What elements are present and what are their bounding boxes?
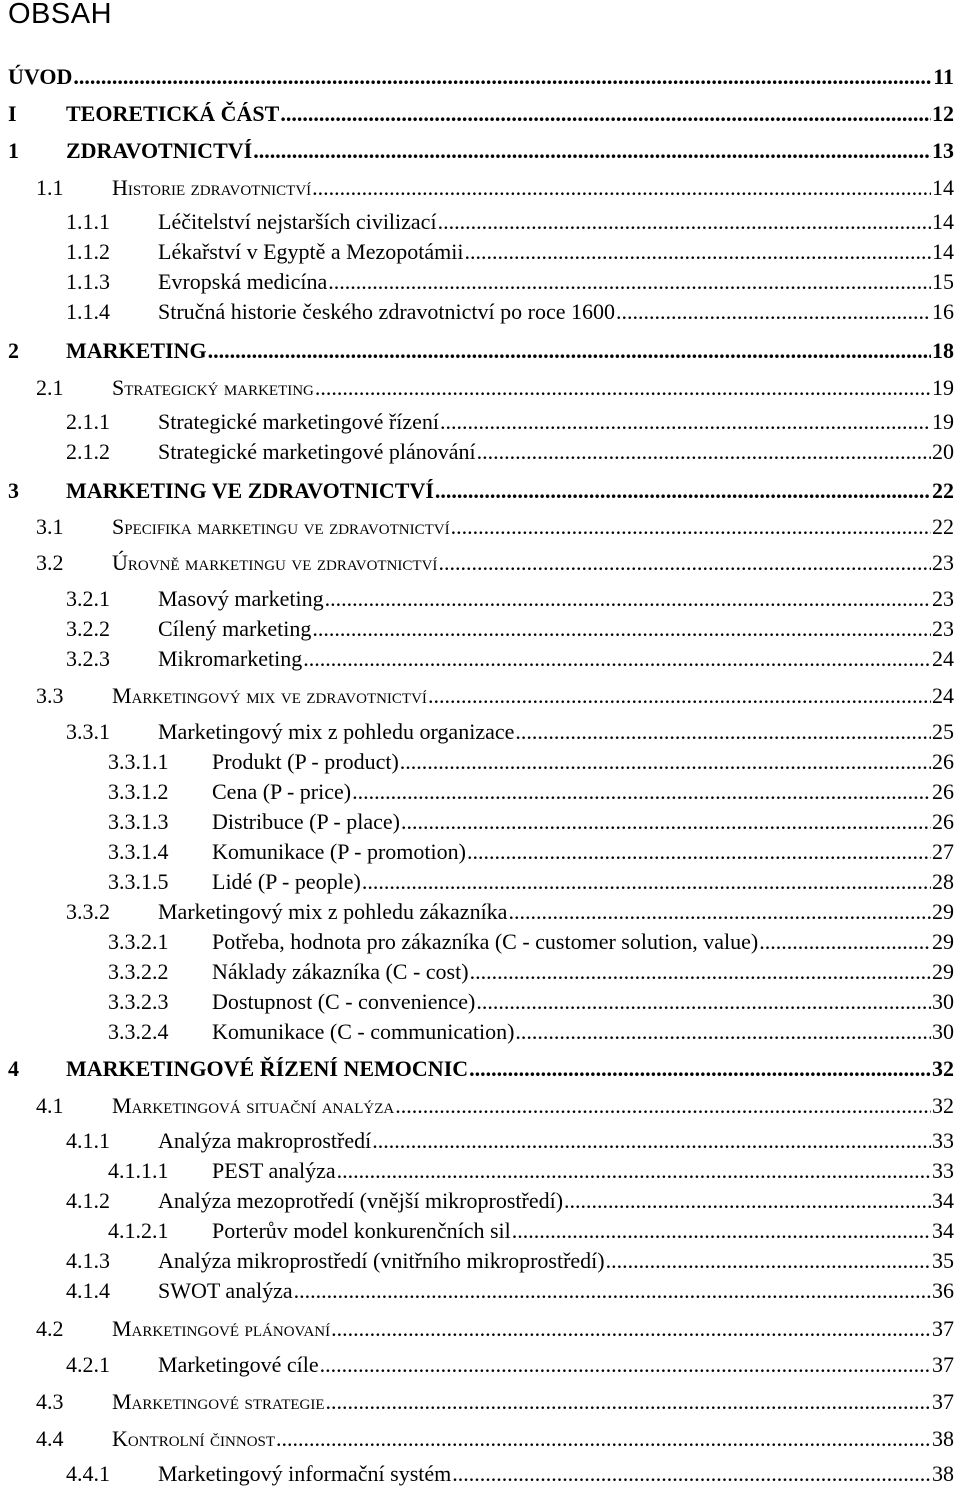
toc-entry-title: Specifika marketingu ve zdravotnictví (112, 514, 450, 539)
toc-entry-title: Analýza mikroprostředí (vnitřního mikroprostředí) (158, 1248, 605, 1273)
toc-entry-number: 3.3 (36, 683, 64, 708)
toc-entry[interactable] (108, 1019, 954, 1045)
toc-entry[interactable] (36, 1316, 954, 1342)
toc-entry-number: 3.3.1.4 (108, 839, 169, 864)
toc-entry[interactable] (66, 299, 954, 325)
toc-entry-page: 23 (932, 586, 954, 611)
toc-entry-page: 23 (932, 550, 954, 575)
dot-leader (451, 514, 931, 540)
toc-entry-number: 3.3.2.2 (108, 959, 169, 984)
toc-entry-number: 3.3.1.5 (108, 869, 169, 894)
dot-leader (326, 1389, 931, 1415)
dot-leader (469, 1056, 931, 1082)
toc-entry[interactable] (66, 409, 954, 435)
toc-entry-number: 3.3.2.4 (108, 1019, 169, 1044)
toc-entry-title: Marketingové plánovaní (112, 1316, 331, 1341)
toc-entry-page: 34 (932, 1218, 954, 1243)
dot-leader (253, 138, 931, 164)
toc-entry-page: 12 (932, 101, 954, 126)
toc-entry[interactable] (66, 209, 954, 235)
toc-entry[interactable] (66, 719, 954, 745)
toc-entry-number: 4.1 (36, 1093, 64, 1118)
dot-leader (428, 683, 931, 709)
toc-entry-title: Marketingové cíle (158, 1352, 319, 1377)
toc-entry-title: Cena (P - price) (212, 779, 352, 804)
toc-entry[interactable] (36, 1389, 954, 1415)
toc-entry-number: 4.1.4 (66, 1278, 110, 1303)
toc-entry-page: 29 (932, 899, 954, 924)
dot-leader (315, 375, 931, 401)
toc-entry-page: 25 (932, 719, 954, 744)
dot-leader (73, 64, 932, 90)
toc-entry-page: 34 (932, 1188, 954, 1213)
toc-entry-number: 4 (8, 1056, 19, 1081)
toc-entry-number: 3.3.1.1 (108, 749, 169, 774)
toc-entry-title: MARKETINGOVÉ ŘÍZENÍ NEMOCNIC (66, 1056, 469, 1081)
toc-entry[interactable] (66, 1461, 954, 1487)
toc-entry[interactable] (66, 616, 954, 642)
toc-entry-number: 3.2 (36, 550, 64, 575)
toc-entry-number: 4.4 (36, 1426, 64, 1451)
toc-entry-title: Marketingový mix z pohledu zákazníka (158, 899, 508, 924)
toc-entry[interactable] (36, 1426, 954, 1452)
toc-entry-number: 2 (8, 338, 19, 363)
dot-leader (440, 409, 931, 435)
toc-entry[interactable] (8, 101, 954, 127)
toc-entry-number: 4.1.1 (66, 1128, 110, 1153)
toc-entry-title: Marketingové strategie (112, 1389, 325, 1414)
toc-entry-title: Strategické marketingové plánování (158, 439, 476, 464)
toc-entry[interactable] (66, 1352, 954, 1378)
dot-leader (303, 646, 931, 672)
toc-entry-number: 1.1 (36, 175, 64, 200)
toc-entry-number: 3.2.2 (66, 616, 110, 641)
toc-entry[interactable] (8, 138, 954, 164)
toc-entry-number: 3.3.1.3 (108, 809, 169, 834)
toc-entry-title: Distribuce (P - place) (212, 809, 400, 834)
toc-entry[interactable] (66, 899, 954, 925)
dot-leader (515, 719, 931, 745)
toc-entry[interactable] (66, 269, 954, 295)
toc-entry-number: 3.1 (36, 514, 64, 539)
toc-entry-title: ÚVOD (8, 64, 73, 89)
dot-leader (337, 1158, 931, 1184)
dot-leader (400, 749, 931, 775)
toc-entry-page: 16 (932, 299, 954, 324)
toc-entry-number: 3.3.1 (66, 719, 110, 744)
toc-entry-title: Kontrolní činnost (112, 1426, 276, 1451)
toc-entry-title: Dostupnost (C - convenience) (212, 989, 476, 1014)
toc-entry[interactable] (108, 839, 954, 865)
toc-entry-page: 30 (932, 1019, 954, 1044)
toc-entry[interactable] (66, 1188, 954, 1214)
toc-entry-number: I (8, 101, 17, 126)
toc-entry-title: Lékařství v Egyptě a Mezopotámii (158, 239, 464, 264)
toc-entry-number: 3.3.1.2 (108, 779, 169, 804)
toc-entry-page: 32 (932, 1093, 954, 1118)
toc-entry[interactable] (108, 749, 954, 775)
toc-entry-title: Léčitelství nejstarších civilizací (158, 209, 437, 234)
toc-entry-title: MARKETING VE ZDRAVOTNICTVÍ (66, 478, 434, 503)
toc-entry-number: 4.3 (36, 1389, 64, 1414)
toc-entry-page: 26 (932, 809, 954, 834)
dot-leader (759, 929, 931, 955)
toc-entry[interactable] (66, 1248, 954, 1274)
dot-leader (564, 1188, 931, 1214)
toc-entry-title: Stručná historie českého zdravotnictví po roce 1600 (158, 299, 615, 324)
toc-entry[interactable] (108, 869, 954, 895)
toc-entry[interactable] (36, 375, 954, 401)
dot-leader (328, 269, 931, 295)
toc-entry-number: 1.1.1 (66, 209, 110, 234)
toc-entry-page: 29 (932, 959, 954, 984)
toc-entry-number: 1 (8, 138, 19, 163)
toc-entry[interactable] (66, 239, 954, 265)
toc-entry-page: 11 (933, 64, 954, 89)
dot-leader (515, 1019, 931, 1045)
toc-entry-page: 38 (932, 1461, 954, 1486)
toc-entry-title: Lidé (P - people) (212, 869, 361, 894)
toc-entry-number: 3.2.3 (66, 646, 110, 671)
toc-entry-page: 27 (932, 839, 954, 864)
toc-entry[interactable] (8, 338, 954, 364)
toc-entry-page: 19 (932, 409, 954, 434)
dot-leader (395, 1093, 931, 1119)
toc-entry[interactable] (36, 175, 954, 201)
toc-entry-page: 35 (932, 1248, 954, 1273)
toc-entry[interactable] (108, 809, 954, 835)
toc-entry-title: Marketingová situační analýza (112, 1093, 395, 1118)
toc-entry-page: 33 (932, 1158, 954, 1183)
toc-entry[interactable] (36, 550, 954, 576)
toc-entry-page: 33 (932, 1128, 954, 1153)
toc-entry[interactable] (8, 478, 954, 504)
dot-leader (276, 1426, 931, 1452)
toc-entry-number: 3.3.2.1 (108, 929, 169, 954)
toc-entry[interactable] (108, 929, 954, 955)
dot-leader (438, 209, 931, 235)
toc-entry-page: 38 (932, 1426, 954, 1451)
toc-entry-page: 22 (932, 514, 954, 539)
dot-leader (352, 779, 931, 805)
toc-entry-title: Komunikace (P - promotion) (212, 839, 466, 864)
toc-entry-title: Úrovně marketingu ve zdravotnictví (112, 550, 438, 575)
toc-entry[interactable] (8, 1056, 954, 1082)
dot-leader (208, 338, 931, 364)
toc-entry-number: 4.2 (36, 1316, 64, 1341)
toc-entry[interactable] (66, 586, 954, 612)
dot-leader (312, 616, 931, 642)
dot-leader (362, 869, 931, 895)
toc-entry-page: 19 (932, 375, 954, 400)
toc-entry-number: 3.3.2 (66, 899, 110, 924)
toc-entry-page: 26 (932, 749, 954, 774)
toc-entry-number: 2.1.2 (66, 439, 110, 464)
toc-entry-title: Analýza mezoprotředí (vnější mikroprostředí) (158, 1188, 564, 1213)
toc-entry-number: 1.1.4 (66, 299, 110, 324)
dot-leader (320, 1352, 931, 1378)
toc-entry[interactable] (66, 1128, 954, 1154)
toc-entry[interactable] (108, 989, 954, 1015)
toc-entry[interactable] (108, 1158, 954, 1184)
toc-entry-title: PEST analýza (212, 1158, 336, 1183)
toc-entry-title: Porterův model konkurenčních sil (212, 1218, 511, 1243)
toc-entry-title: TEORETICKÁ ČÁST (66, 101, 280, 126)
dot-leader (476, 989, 931, 1015)
toc-entry[interactable] (8, 64, 954, 90)
toc-entry-number: 3 (8, 478, 19, 503)
toc-entry[interactable] (108, 959, 954, 985)
toc-entry[interactable] (36, 514, 954, 540)
dot-leader (294, 1278, 931, 1304)
toc-entry-page: 14 (932, 209, 954, 234)
toc-entry-page: 22 (932, 478, 954, 503)
dot-leader (606, 1248, 931, 1274)
dot-leader (470, 959, 931, 985)
dot-leader (325, 586, 931, 612)
toc-entry-page: 37 (932, 1389, 954, 1414)
toc-entry-title: Marketingový mix ve zdravotnictví (112, 683, 427, 708)
toc-entry-page: 37 (932, 1316, 954, 1341)
toc-entry-title: ZDRAVOTNICTVÍ (66, 138, 253, 163)
dot-leader (467, 839, 931, 865)
toc-entry-title: Cílený marketing (158, 616, 312, 641)
toc-entry[interactable] (108, 1218, 954, 1244)
toc-entry-page: 18 (932, 338, 954, 363)
toc-entry-page: 36 (932, 1278, 954, 1303)
toc-entry-page: 24 (932, 646, 954, 671)
dot-leader (331, 1316, 931, 1342)
toc-entry[interactable] (66, 1278, 954, 1304)
toc-entry-number: 4.1.2.1 (108, 1218, 169, 1243)
toc-entry-title: Potřeba, hodnota pro zákazníka (C - customer solution, value) (212, 929, 759, 954)
toc-entry-page: 24 (932, 683, 954, 708)
toc-entry-page: 32 (932, 1056, 954, 1081)
dot-leader (280, 101, 931, 127)
toc-entry-number: 4.4.1 (66, 1461, 110, 1486)
toc-entry-page: 26 (932, 779, 954, 804)
toc-entry-page: 15 (932, 269, 954, 294)
dot-leader (477, 439, 931, 465)
dot-leader (435, 478, 931, 504)
toc-entry-title: Evropská medicína (158, 269, 328, 294)
toc-entry-page: 28 (932, 869, 954, 894)
toc-entry-title: Marketingový mix z pohledu organizace (158, 719, 515, 744)
toc-entry-title: Historie zdravotnictví (112, 175, 312, 200)
toc-entry[interactable] (66, 439, 954, 465)
toc-entry-page: 14 (932, 239, 954, 264)
toc-entry-page: 37 (932, 1352, 954, 1377)
dot-leader (452, 1461, 931, 1487)
dot-leader (372, 1128, 931, 1154)
toc-entry-page: 30 (932, 989, 954, 1014)
dot-leader (401, 809, 931, 835)
toc-entry-number: 2.1 (36, 375, 64, 400)
toc-entry-number: 3.2.1 (66, 586, 110, 611)
toc-entry-page: 14 (932, 175, 954, 200)
dot-leader (438, 550, 931, 576)
toc-entry[interactable] (66, 646, 954, 672)
toc-entry-page: 29 (932, 929, 954, 954)
toc-entry-number: 4.2.1 (66, 1352, 110, 1377)
toc-entry-title: Analýza makroprostředí (158, 1128, 372, 1153)
dot-leader (616, 299, 931, 325)
toc-entry-page: 23 (932, 616, 954, 641)
toc-heading: OBSAH (8, 0, 113, 30)
toc-entry-title: SWOT analýza (158, 1278, 293, 1303)
dot-leader (512, 1218, 931, 1244)
toc-entry-title: Komunikace (C - communication) (212, 1019, 515, 1044)
toc-entry-number: 4.1.3 (66, 1248, 110, 1273)
dot-leader (312, 175, 931, 201)
toc-entry[interactable] (36, 1093, 954, 1119)
toc-entry[interactable] (36, 683, 954, 709)
toc-entry-number: 4.1.1.1 (108, 1158, 169, 1183)
toc-entry-number: 2.1.1 (66, 409, 110, 434)
toc-entry-title: Strategické marketingové řízení (158, 409, 439, 434)
toc-entry-number: 4.1.2 (66, 1188, 110, 1213)
toc-entry-number: 1.1.2 (66, 239, 110, 264)
dot-leader (464, 239, 931, 265)
toc-entry-title: MARKETING (66, 338, 207, 363)
toc-entry-page: 20 (932, 439, 954, 464)
toc-entry[interactable] (108, 779, 954, 805)
toc-entry-title: Produkt (P - product) (212, 749, 399, 774)
toc-entry-title: Marketingový informační systém (158, 1461, 452, 1486)
dot-leader (508, 899, 931, 925)
toc-entry-number: 1.1.3 (66, 269, 110, 294)
toc-entry-title: Mikromarketing (158, 646, 303, 671)
toc-entry-title: Masový marketing (158, 586, 324, 611)
toc-entry-page: 13 (932, 138, 954, 163)
toc-entry-number: 3.3.2.3 (108, 989, 169, 1014)
toc-entry-title: Náklady zákazníka (C - cost) (212, 959, 469, 984)
toc-entry-title: Strategický marketing (112, 375, 314, 400)
